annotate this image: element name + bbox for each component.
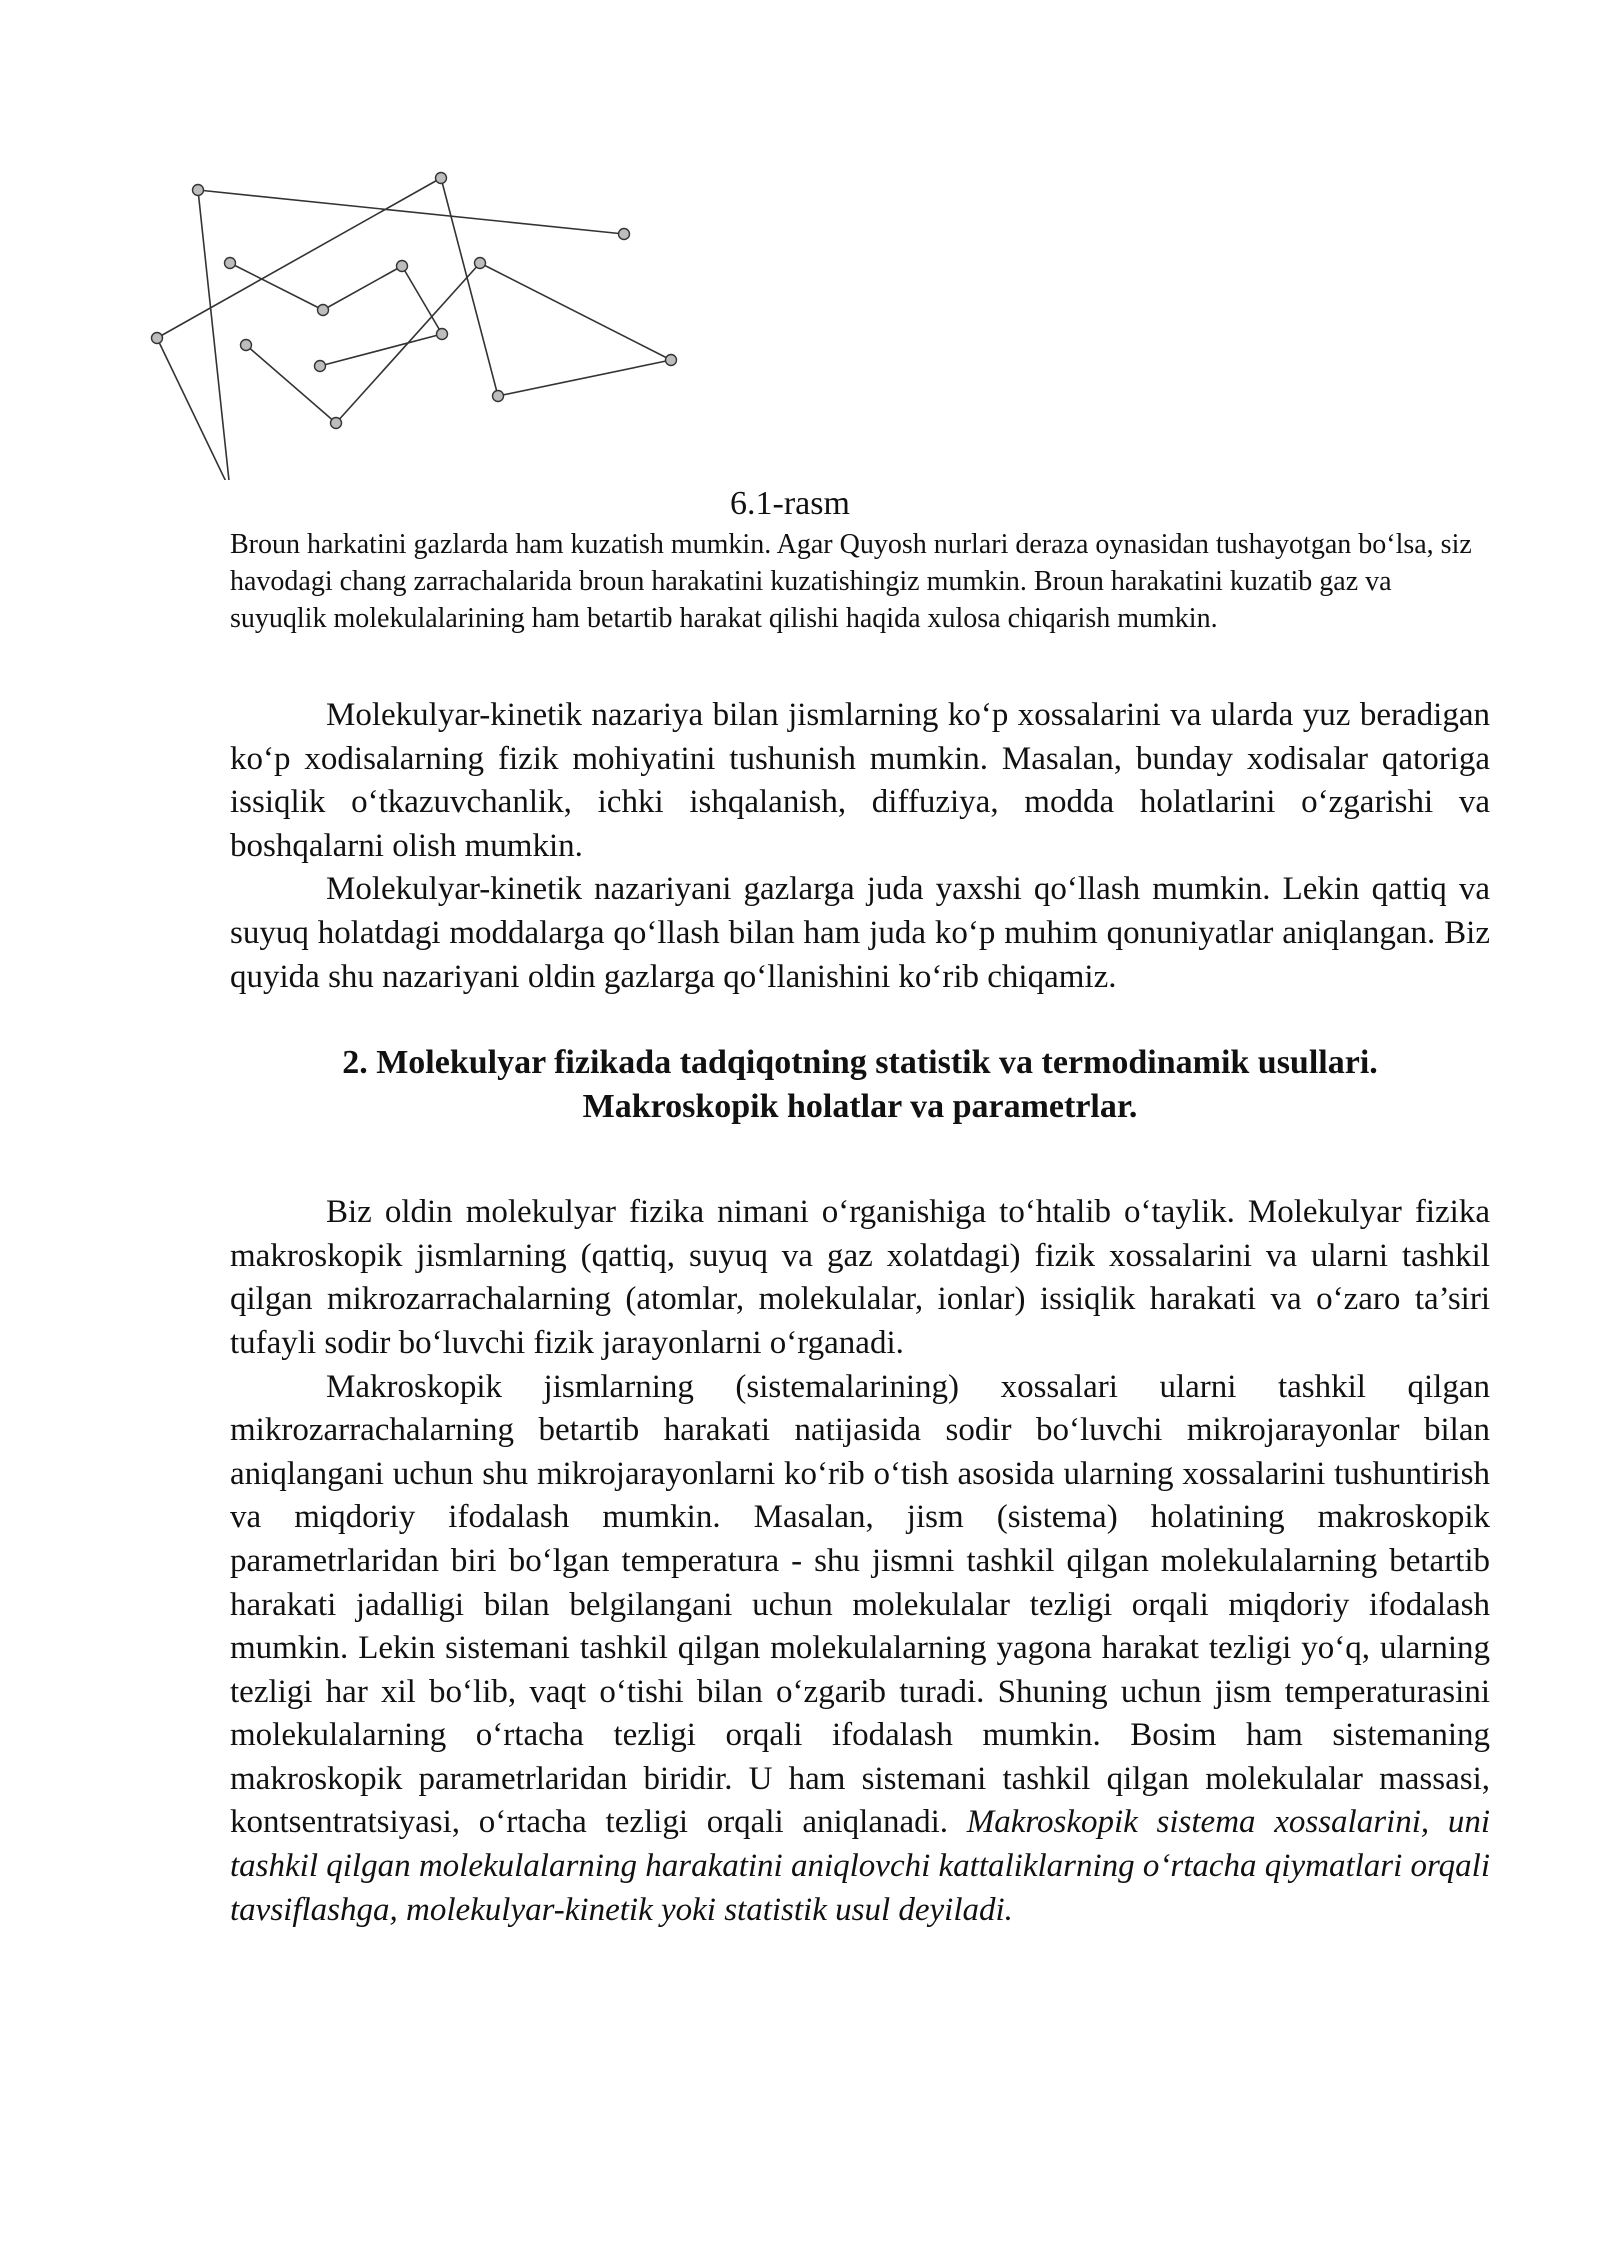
- figure-particle-point: [331, 418, 342, 429]
- figure-path-segment: [157, 338, 230, 480]
- main-content: [230, 694, 1490, 1932]
- figure-path-segment: [441, 178, 498, 396]
- figure-path-segment: [323, 266, 402, 310]
- figure-particle-point: [493, 391, 504, 402]
- figure-particle-point: [152, 333, 163, 344]
- figure-particle-point: [318, 305, 329, 316]
- figure-path-segment: [198, 190, 624, 234]
- figure-particle-point: [437, 329, 448, 340]
- figure-path-segment: [498, 360, 671, 396]
- figure-path-segment: [246, 345, 336, 423]
- paragraph-2: Molekulyar-kinetik nazariyani gazlarga juda yaxshi qo‘llash mumkin. Lekin qattiq va suyuq holatdagi moddalarga qo‘llash bilan ham juda ko‘p muhim qonuniyatlar aniqlangan. Biz quyida shu nazariyani oldin gazlarga qo‘llanishini ko‘rib chiqamiz.: [230, 871, 1490, 995]
- definition-italic-text: Makroskopik sistema xossalarini, uni tashkil qilgan molekulalarning harakatini aniqlovchi kattaliklarning o‘rtacha qiymatlari orqali tavsiflashga, molekulyar-kinetik yoki statistik usul deyiladi.: [230, 1804, 1491, 1928]
- section-heading: [230, 1041, 1490, 1129]
- brownian-motion-figure: [150, 170, 690, 480]
- paragraph-4-text: Makroskopik jismlarning (sistemalarining) xossalari ularni tashkil qilgan mikrozarrachalarning betartib harakati natijasida sodir bo‘luvchi mikrojarayonlar bilan aniqlangani uchun shu mikrojarayonlarni ko‘rib o‘tish asosida ularning xossalarini tushuntirish va miqdoriy ifodalash mumkin. Masalan, jism (sistema) holatining makroskopik parametrlaridan biri bo‘lgan temperatura - shu jismni tashkil qilgan molekulalarning betartib harakati jadalligi bilan belgilangani uchun molekulalar tezligi orqali miqdoriy ifodalash mumkin. Lekin sistemani tashkil qilgan molekulalarning yagona harakat tezligi yo‘q, ularning tezligi har xil bo‘lib, vaqt o‘tishi bilan o‘zgarib turadi. Shuning uchun jism temperaturasini molekulalarning o‘rtacha tezligi orqali ifodalash mumkin. Bosim ham sistemaning makroskopik parametrlaridan biridir. U ham sistemani tashkil qilgan molekulalar massasi, kontsentratsiyasi, o‘rtacha tezligi orqali aniqlanadi.: [230, 1368, 1490, 1841]
- section-heading-line-1: 2. Molekulyar fizikada tadqiqotning statistik va termodinamik usullari.: [342, 1044, 1378, 1082]
- figure-path-segment: [480, 263, 671, 360]
- figure-particle-point: [225, 258, 236, 269]
- figure-path-segment: [198, 190, 230, 480]
- figure-particle-point: [666, 355, 677, 366]
- figure-particle-point: [315, 361, 326, 372]
- figure-particle-point: [475, 258, 486, 269]
- figure-path-segment: [402, 266, 442, 334]
- figure-particle-point: [193, 185, 204, 196]
- figure-particle-point: [436, 173, 447, 184]
- section-heading-line-2: Makroskopik holatlar va parametrlar.: [582, 1088, 1138, 1126]
- figure-path-segment: [320, 334, 442, 366]
- figure-particle-point: [619, 229, 630, 240]
- figure-particle-point: [397, 261, 408, 272]
- figure-caption-text: Broun harkatini gazlarda ham kuzatish mumkin. Agar Quyosh nurlari deraza oynasidan tushayotgan bo‘lsa, siz havodagi chang zarrachalarida broun harakatini kuzatishingiz mumkin. Broun harakatini kuzatib gaz va suyuqlik molekulalarining ham betartib harakat qilishi haqida xulosa chiqarish mumkin.: [230, 529, 1472, 634]
- figure-caption-label: 6.1-rasm: [730, 485, 850, 522]
- paragraph-4: [230, 1366, 1490, 1933]
- paragraph-1: Molekulyar-kinetik nazariya bilan jismlarning ko‘p xossalarini va ularda yuz beradigan ko‘p xodisalarning fizik mohiyatini tushunish mumkin. Masalan, bunday xodisalar qatoriga issiqlik o‘tkazuvchanlik, ichki ishqalanish, diffuziya, modda holatlarini o‘zgarishi va boshqalarni olish mumkin.: [230, 697, 1490, 864]
- paragraph-3: Biz oldin molekulyar fizika nimani o‘rganishiga to‘htalib o‘taylik. Molekulyar fizika makroskopik jismlarning (qattiq, suyuq va gaz xolatdagi) fizik xossalarini va ularni tashkil qilgan mikrozarrachalarning (atomlar, molekulalar, ionlar) issiqlik harakati va o‘zaro ta’siri tufayli sodir bo‘luvchi fizik jarayonlarni o‘rganadi.: [230, 1194, 1490, 1361]
- figure-particle-point: [241, 340, 252, 351]
